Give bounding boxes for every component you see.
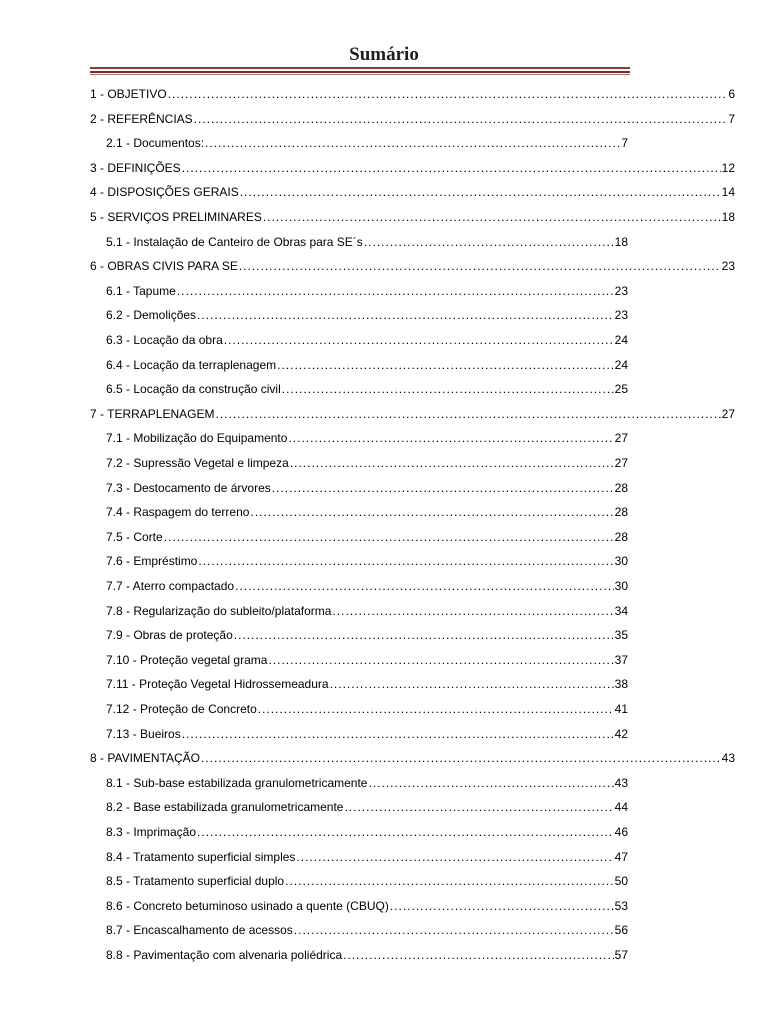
toc-leader-dots	[285, 873, 614, 889]
toc-entry-page-number: 25	[614, 382, 628, 397]
toc-entry-page-number: 43	[721, 751, 735, 766]
toc-entry-page-number: 23	[721, 259, 735, 274]
toc-entry[interactable]	[106, 578, 628, 594]
toc-leader-dots	[364, 234, 614, 250]
toc-entry-page-number: 23	[614, 308, 628, 323]
toc-leader-dots	[332, 603, 613, 619]
toc-entry-label: 7.9 - Obras de proteção	[106, 628, 233, 643]
toc-entry-page-number: 27	[614, 456, 628, 470]
toc-entry[interactable]	[106, 307, 628, 323]
toc-entry-label: 7.7 - Aterro compactado	[106, 579, 235, 593]
toc-entry-page-number: 44	[614, 800, 628, 815]
toc-leader-dots	[168, 86, 728, 102]
toc-entry[interactable]	[106, 898, 628, 914]
toc-entry-label: 5.1 - Instalação de Canteiro de Obras para SE´s	[106, 234, 363, 249]
toc-entry-label: 7.5 - Corte	[106, 529, 163, 544]
toc-leader-dots	[197, 824, 614, 840]
toc-entry-page-number: 28	[614, 505, 628, 520]
toc-entry-page-number: 42	[614, 726, 628, 741]
toc-leader-dots	[290, 455, 614, 471]
page-title: Sumário	[349, 44, 419, 65]
toc-entry-page-number: 27	[721, 406, 735, 421]
toc-leader-dots	[330, 676, 614, 692]
toc-entry-label: 8 - PAVIMENTAÇÃO	[90, 751, 201, 766]
toc-entry-label: 7.3 - Destocamento de árvores	[106, 480, 271, 495]
toc-entry-page-number: 27	[614, 431, 628, 446]
toc-entry[interactable]	[106, 947, 628, 963]
toc-entry[interactable]	[106, 529, 628, 545]
toc-entry-label: 6.1 - Tapume	[106, 283, 176, 298]
toc-entry-page-number: 43	[614, 775, 628, 790]
toc-entry-page-number: 18	[721, 210, 735, 224]
toc-leader-dots	[201, 750, 721, 766]
toc-leader-dots	[344, 799, 613, 815]
toc-leader-dots	[343, 947, 614, 963]
toc-leader-dots	[198, 553, 613, 569]
toc-leader-dots	[182, 160, 721, 176]
toc-leader-dots	[288, 430, 613, 446]
toc-entry[interactable]	[106, 381, 628, 397]
toc-entry[interactable]	[90, 184, 735, 200]
toc-entry-label: 6 - OBRAS CIVIS PARA SE	[90, 259, 238, 274]
toc-entry[interactable]	[106, 701, 628, 717]
toc-leader-dots	[205, 135, 620, 151]
toc-entry[interactable]	[106, 234, 628, 250]
toc-entry-label: 7 - TERRAPLENAGEM	[90, 406, 215, 421]
toc-entry[interactable]	[90, 406, 735, 422]
toc-entry-label: 8.5 - Tratamento superficial duplo	[106, 874, 285, 889]
toc-entry[interactable]	[90, 160, 735, 176]
title-divider	[90, 67, 630, 69]
toc-entry-page-number: 35	[614, 628, 628, 643]
toc-leader-dots	[263, 209, 721, 225]
toc-entry[interactable]	[106, 676, 628, 692]
toc-entry-page-number: 56	[614, 923, 628, 938]
toc-entry-label: 4 - DISPOSIÇÕES GERAIS	[90, 185, 239, 200]
toc-entry-page-number: 18	[614, 234, 628, 249]
toc-entry[interactable]	[106, 652, 628, 668]
toc-entry[interactable]	[106, 873, 628, 889]
toc-entry-label: 6.4 - Locação da terraplenagem	[106, 357, 277, 372]
toc-entry-label: 8.3 - Imprimação	[106, 825, 197, 839]
toc-entry[interactable]	[90, 750, 735, 766]
toc-entry-label: 8.8 - Pavimentação com alvenaria poliédrica	[106, 948, 343, 962]
toc-entry-label: 3 - DEFINIÇÕES	[90, 160, 181, 175]
toc-entry-label: 7.1 - Mobilização do Equipamento	[106, 431, 288, 446]
toc-entry[interactable]	[106, 283, 628, 299]
toc-entry-page-number: 46	[614, 825, 628, 839]
toc-leader-dots	[164, 529, 614, 545]
toc-leader-dots	[197, 307, 614, 323]
toc-leader-dots	[282, 381, 614, 397]
toc-entry[interactable]	[106, 135, 628, 151]
toc-leader-dots	[177, 283, 614, 299]
toc-leader-dots	[239, 258, 721, 274]
toc-leader-dots	[194, 111, 728, 127]
toc-leader-dots	[272, 480, 614, 496]
toc-entry[interactable]	[106, 430, 628, 446]
toc-entry-label: 8.4 - Tratamento superficial simples	[106, 849, 296, 864]
toc-leader-dots	[250, 504, 613, 520]
toc-entry[interactable]	[106, 332, 628, 348]
toc-entry[interactable]	[106, 553, 628, 569]
toc-entry-page-number: 23	[614, 283, 628, 298]
toc-entry-label: 7.10 - Proteção vegetal grama	[106, 652, 268, 667]
toc-leader-dots	[234, 627, 614, 643]
toc-leader-dots	[215, 406, 720, 422]
toc-entry[interactable]	[106, 627, 628, 643]
toc-leader-dots	[240, 184, 721, 200]
toc-entry-page-number: 38	[614, 677, 628, 692]
toc-entry-label: 5 - SERVIÇOS PRELIMINARES	[90, 210, 262, 224]
toc-entry-page-number: 34	[614, 603, 628, 618]
title-divider-tertiary	[90, 74, 630, 75]
toc-entry-page-number: 30	[614, 554, 628, 569]
toc-entry-label: 8.2 - Base estabilizada granulometricamente	[106, 800, 344, 815]
toc-entry[interactable]	[90, 86, 735, 102]
toc-entry[interactable]	[106, 480, 628, 496]
toc-entry-page-number: 28	[614, 529, 628, 544]
toc-entry-page-number: 53	[614, 898, 628, 913]
toc-entry[interactable]	[106, 603, 628, 619]
toc-entry[interactable]	[106, 849, 628, 865]
toc-entry-page-number: 50	[614, 874, 628, 889]
toc-leader-dots	[258, 701, 614, 717]
toc-entry-label: 1 - OBJETIVO	[90, 87, 167, 101]
toc-entry-label: 8.6 - Concreto betuminoso usinado a quente (CBUQ)	[106, 898, 389, 913]
toc-entry-page-number: 6	[728, 87, 735, 101]
toc-entry-label: 6.2 - Demolições	[106, 308, 197, 323]
toc-entry-label: 6.5 - Locação da construção civil	[106, 382, 281, 397]
toc-entry[interactable]	[106, 455, 628, 471]
toc-entry-label: 7.2 - Supressão Vegetal e limpeza	[106, 456, 289, 470]
toc-entry-label: 2.1 - Documentos:	[106, 136, 205, 151]
toc-leader-dots	[268, 652, 613, 668]
toc-entry-label: 7.12 - Proteção de Concreto	[106, 702, 257, 716]
toc-entry[interactable]	[106, 799, 628, 815]
toc-entry[interactable]	[90, 209, 735, 225]
toc-leader-dots	[294, 922, 614, 938]
toc-entry-page-number: 30	[614, 579, 628, 593]
toc-entry-page-number: 7	[728, 111, 735, 126]
toc-entry-page-number: 12	[721, 160, 735, 175]
toc-leader-dots	[390, 898, 614, 914]
toc-entry-label: 8.1 - Sub-base estabilizada granulometricamente	[106, 775, 368, 790]
toc-entry[interactable]	[106, 357, 628, 373]
toc-entry-label: 7.4 - Raspagem do terreno	[106, 505, 250, 520]
toc-entry-label: 8.7 - Encascalhamento de acessos	[106, 923, 293, 938]
toc-entry-page-number: 41	[614, 702, 628, 716]
toc-entry[interactable]	[90, 258, 735, 274]
toc-entry[interactable]	[106, 775, 628, 791]
title-divider-secondary	[90, 71, 630, 73]
toc-entry-page-number: 7	[621, 136, 628, 151]
toc-entry-label: 7.6 - Empréstimo	[106, 554, 198, 569]
toc-entry[interactable]	[106, 922, 628, 938]
toc-leader-dots	[277, 357, 614, 373]
toc-entry-page-number: 14	[721, 185, 735, 200]
toc-entry-page-number: 28	[614, 480, 628, 495]
toc-entry[interactable]	[106, 824, 628, 840]
toc-entry-page-number: 24	[614, 333, 628, 347]
toc-entry[interactable]	[106, 504, 628, 520]
toc-leader-dots	[296, 849, 613, 865]
toc-entry-label: 7.11 - Proteção Vegetal Hidrossemeadura	[106, 677, 329, 692]
toc-leader-dots	[235, 578, 614, 594]
toc-entry-page-number: 47	[614, 849, 628, 864]
toc-entry[interactable]	[90, 111, 735, 127]
toc-leader-dots	[224, 332, 614, 348]
toc-entry[interactable]	[106, 726, 628, 742]
toc-leader-dots	[182, 726, 614, 742]
toc-entry-page-number: 57	[614, 948, 628, 962]
toc-leader-dots	[368, 775, 613, 791]
toc-entry-label: 2 - REFERÊNCIAS	[90, 111, 193, 126]
toc-entry-page-number: 24	[614, 357, 628, 372]
toc-entry-label: 7.13 - Bueiros	[106, 726, 181, 741]
toc-entry-label: 7.8 - Regularização do subleito/plataforma	[106, 603, 332, 618]
toc-entry-page-number: 37	[614, 652, 628, 667]
toc-entry-label: 6.3 - Locação da obra	[106, 333, 223, 347]
